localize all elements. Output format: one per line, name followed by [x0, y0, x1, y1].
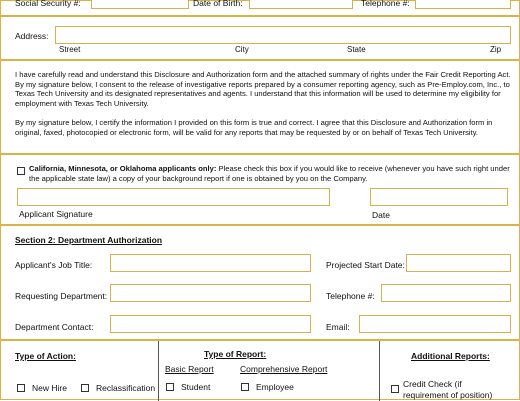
contact-field[interactable] — [110, 315, 311, 333]
state-notice-bold: California, Minnesota, or Oklahoma applicants only: — [29, 164, 217, 173]
applicant-signature-label: Applicant Signature — [19, 209, 93, 219]
address-field[interactable] — [55, 26, 511, 44]
department-label: Requesting Department: — [15, 291, 108, 301]
ssn-label: Social Security #: — [15, 0, 81, 8]
contact-label: Department Contact: — [15, 322, 94, 332]
phone-label: Telephone #: — [361, 0, 410, 8]
signature-date-field[interactable] — [370, 188, 508, 206]
state-notice-text: Please check this box if you would like to receive (whenever you have such right under the applicable state law) a copy of your background report if one is obtained by you on the Company. — [29, 164, 510, 183]
divider — [1, 339, 520, 341]
email-label: Email: — [326, 322, 350, 332]
state-notice — [29, 164, 515, 183]
zip-label: Zip — [490, 45, 502, 54]
email-field[interactable] — [359, 315, 511, 333]
state-copy-checkbox[interactable] — [17, 167, 25, 175]
start-date-field[interactable] — [406, 254, 511, 272]
comprehensive-report-label: Comprehensive Report — [240, 364, 328, 374]
student-label: Student — [181, 382, 211, 392]
reclassification-label: Reclassification — [96, 383, 156, 393]
divider — [1, 153, 520, 155]
ssn-field[interactable] — [91, 0, 189, 9]
column-divider — [158, 341, 159, 401]
additional-reports-title: Additional Reports: — [411, 351, 490, 361]
new-hire-label: New Hire — [32, 383, 67, 393]
new-hire-checkbox[interactable] — [17, 384, 25, 392]
dob-label: Date of Birth: — [193, 0, 243, 8]
dept-phone-label: Telephone #: — [326, 291, 375, 301]
divider — [1, 59, 520, 61]
section2-title: Section 2: Department Authorization — [15, 235, 163, 245]
report-title: Type of Report: — [204, 349, 267, 359]
credit-check-label: Credit Check (if — [403, 379, 462, 389]
city-label: City — [235, 45, 249, 54]
start-date-label: Projected Start Date: — [326, 260, 405, 270]
address-label: Address: — [15, 31, 49, 41]
department-field[interactable] — [110, 284, 311, 302]
dept-phone-field[interactable] — [381, 284, 511, 302]
basic-report-label: Basic Report — [165, 364, 214, 374]
divider — [1, 15, 520, 17]
phone-field[interactable] — [415, 0, 511, 9]
street-label: Street — [59, 45, 81, 54]
job-title-field[interactable] — [110, 254, 311, 272]
employee-label: Employee — [256, 382, 294, 392]
divider — [1, 224, 520, 226]
credit-check-label: requirement of position) — [403, 390, 493, 400]
column-divider — [379, 341, 380, 401]
student-checkbox[interactable] — [166, 383, 174, 391]
applicant-signature-field[interactable] — [17, 188, 330, 206]
reclassification-checkbox[interactable] — [81, 384, 89, 392]
employee-checkbox[interactable] — [241, 383, 249, 391]
signature-date-label: Date — [372, 210, 390, 220]
job-title-label: Applicant's Job Title: — [15, 260, 93, 270]
disclosure-paragraph-2: By my signature below, I certify the information I provided on this form is true and correct. I agree that this Disclosure and Authorization form in original, faxed, photocopied or electronic form, will be valid for any reports that may be requested by or on behalf of Texas Tech University. — [15, 118, 493, 137]
state-label: State — [347, 45, 366, 54]
disclosure-paragraph-1: I have carefully read and understand this Disclosure and Authorization form and the attached summary of rights under the Fair Credit Reporting Act. By my signature below, I consent to the release of investigative reports prepared by a consumer reporting agency, such as Pre-Employ.com, Inc., to Texas Tech University and its designated representatives and agents. I understand that this information will be used to determine my eligibility for employment with Texas Tech University. — [15, 70, 511, 108]
credit-check-checkbox[interactable] — [391, 385, 399, 393]
action-title: Type of Action: — [15, 351, 76, 361]
dob-field[interactable] — [249, 0, 353, 9]
